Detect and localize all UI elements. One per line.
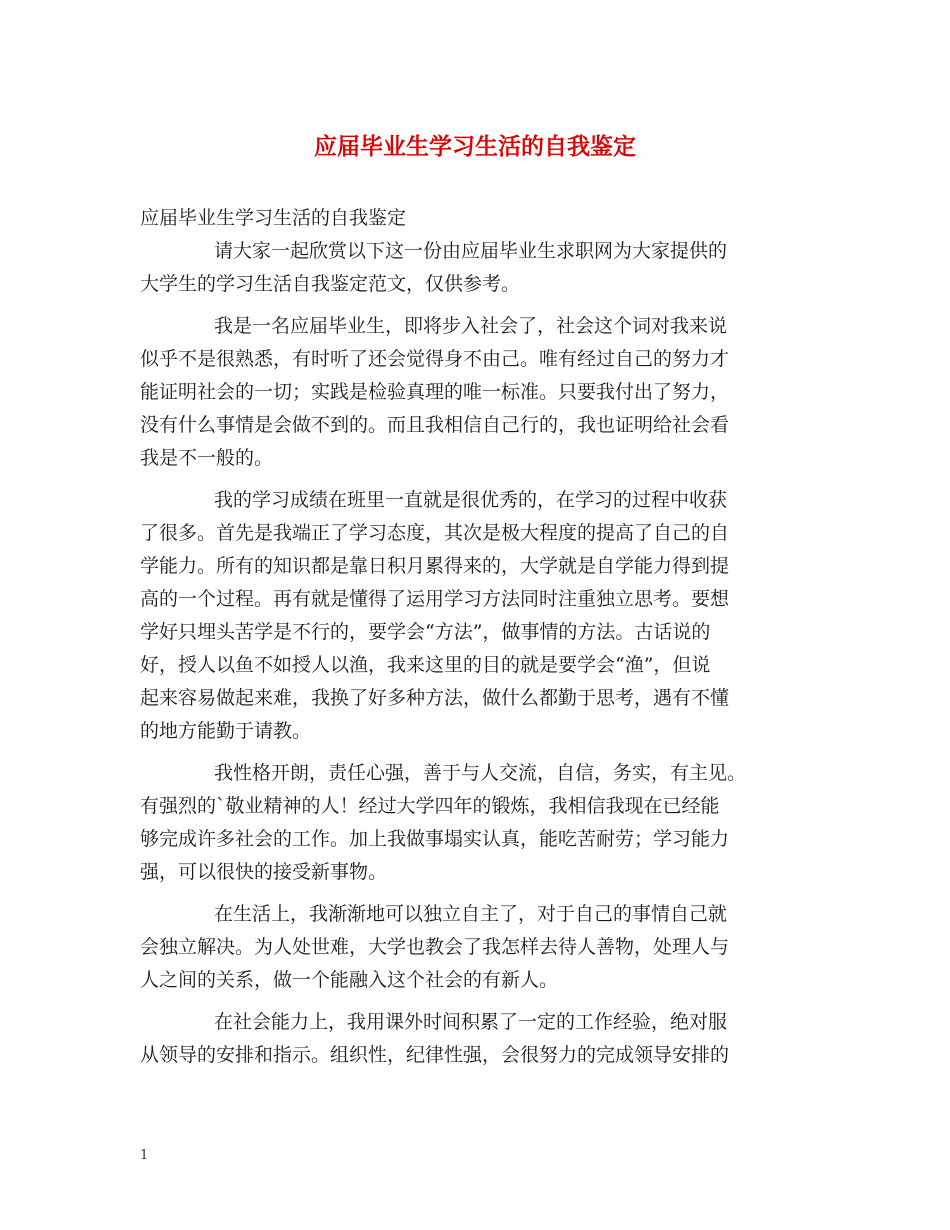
paragraph-line: 我性格开朗，责任心强，善于与人交流，自信，务实，有主见。 <box>214 762 747 784</box>
paragraph <box>140 757 820 889</box>
paragraph-line: 我的学习成绩在班里一直就是很优秀的，在学习的过程中收获 <box>214 489 728 511</box>
paragraph-line: 我是一名应届毕业生，即将步入社会了，社会这个词对我来说 <box>214 315 728 337</box>
paragraph-line: 在社会能力上，我用课外时间积累了一定的工作经验，绝对服 <box>214 1011 728 1033</box>
paragraph-line: 能证明社会的一切；实践是检验真理的唯一标准。只要我付出了努力， <box>140 381 730 403</box>
paragraph <box>140 235 820 301</box>
paragraph-line: 似乎不是很熟悉，有时听了还会觉得身不由己。唯有经过自己的努力才 <box>140 348 730 370</box>
paragraph-line: 没有什么事情是会做不到的。而且我相信自己行的，我也证明给社会看 <box>140 414 730 436</box>
paragraph-line: 好，授人以鱼不如授人以渔，我来这里的目的就是要学会“渔”，但说 <box>140 654 711 676</box>
document-subtitle: 应届毕业生学习生活的自我鉴定 <box>140 207 407 229</box>
page-number: 1 <box>140 1148 149 1163</box>
paragraph-line: 学能力。所有的知识都是靠日积月累得来的，大学就是自学能力得到提 <box>140 555 730 577</box>
document-title: 应届毕业生学习生活的自我鉴定 <box>314 134 636 160</box>
paragraph-line: 的地方能勤于请教。 <box>140 720 312 742</box>
paragraph-line: 高的一个过程。再有就是懂得了运用学习方法同时注重独立思考。要想 <box>140 588 730 610</box>
paragraph <box>140 310 820 475</box>
paragraph-line: 了很多。首先是我端正了学习态度，其次是极大程度的提高了自己的自 <box>140 522 730 544</box>
paragraph-line: 有强烈的`敬业精神的人！经过大学四年的锻炼，我相信我现在已经能 <box>140 795 720 817</box>
paragraph <box>140 484 820 748</box>
paragraph-line: 请大家一起欣赏以下这一份由应届毕业生求职网为大家提供的 <box>214 240 728 262</box>
paragraph-line: 大学生的学习生活自我鉴定范文，仅供参考。 <box>140 273 521 295</box>
paragraph-line: 从领导的安排和指示。组织性，纪律性强，会很努力的完成领导安排的 <box>140 1044 730 1066</box>
paragraph <box>140 1006 820 1072</box>
document-body <box>140 202 820 1072</box>
paragraph-line: 会独立解决。为人处世难，大学也教会了我怎样去待人善物，处理人与 <box>140 936 730 958</box>
paragraph-line: 学好只埋头苦学是不行的，要学会“方法”，做事情的方法。古话说的 <box>140 621 711 643</box>
paragraph-line: 我是不一般的。 <box>140 447 274 469</box>
paragraph-line: 强，可以很快的接受新事物。 <box>140 861 388 883</box>
paragraph-line: 在生活上，我渐渐地可以独立自主了，对于自己的事情自己就 <box>214 903 728 925</box>
paragraph <box>140 898 820 997</box>
paragraph-line: 够完成许多社会的工作。加上我做事塌实认真，能吃苦耐劳；学习能力 <box>140 828 730 850</box>
paragraph-line: 起来容易做起来难，我换了好多种方法，做什么都勤于思考，遇有不懂 <box>140 687 730 709</box>
paragraph-line: 人之间的关系，做一个能融入这个社会的有新人。 <box>140 969 559 991</box>
